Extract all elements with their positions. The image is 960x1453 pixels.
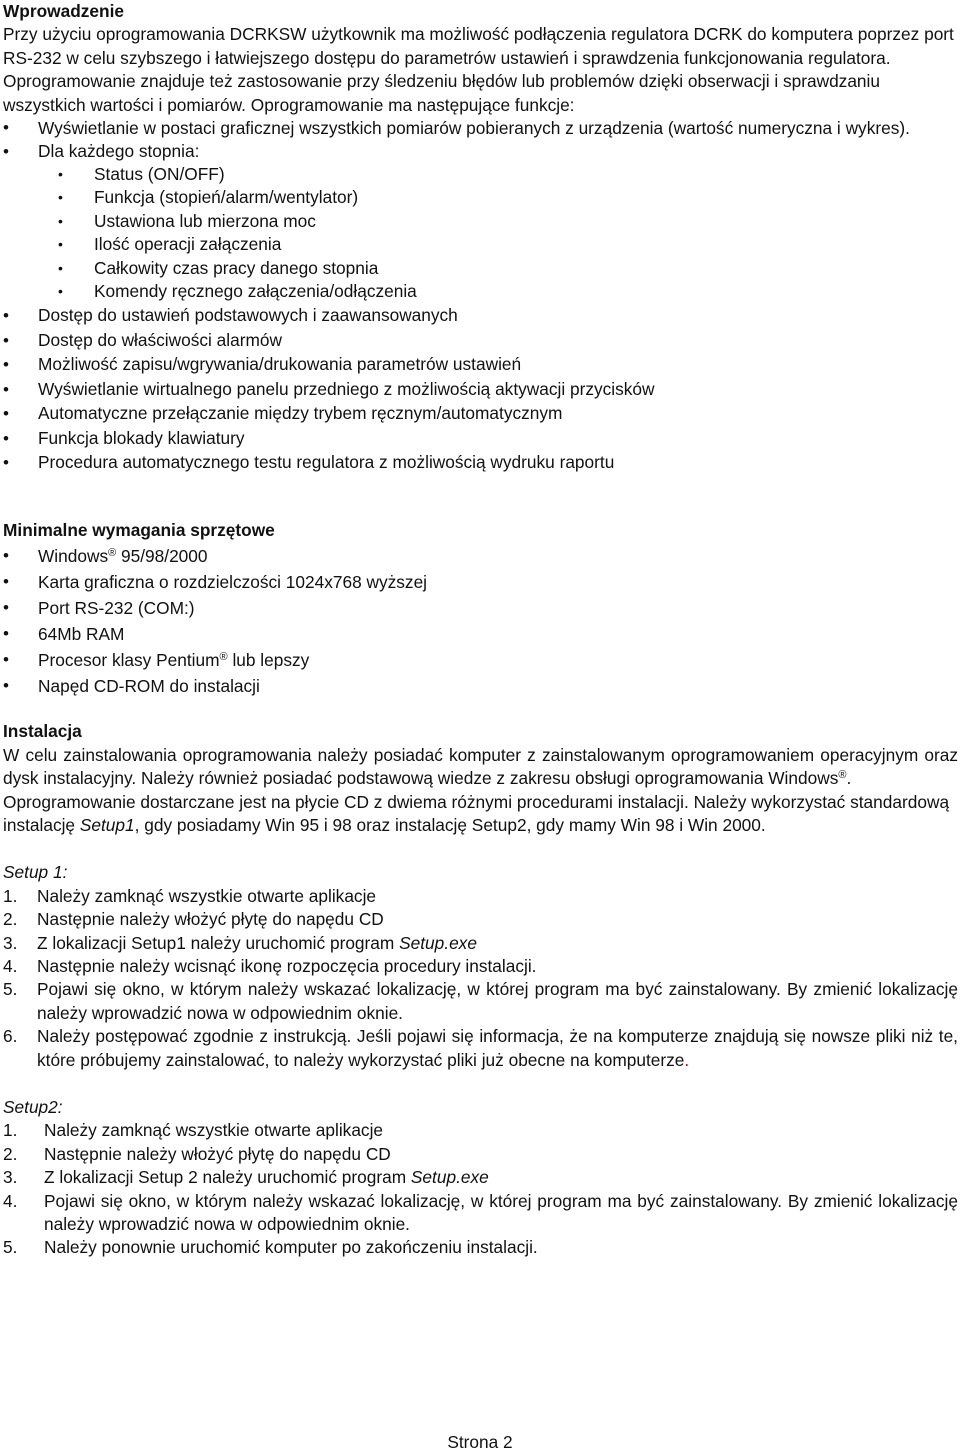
- setup1-steps: [3, 885, 958, 1072]
- feature-item: • Automatyczne przełączanie między trybem ręcznym/automatycznym: [3, 402, 958, 425]
- stage-item: • Status (ON/OFF): [3, 163, 958, 186]
- stage-item: • Ilość operacji załączenia: [3, 233, 958, 256]
- feature-item: • Możliwość zapisu/wgrywania/drukowania parametrów ustawień: [3, 353, 958, 376]
- requirement-item: • Procesor klasy Pentium® lub lepszy: [3, 647, 958, 673]
- feature-item: • Procedura automatycznego testu regulatora z możliwością wydruku raportu: [3, 451, 958, 474]
- stage-item: • Komendy ręcznego załączenia/odłączenia: [3, 280, 958, 303]
- feature-item: • Dostęp do ustawień podstawowych i zaawansowanych: [3, 304, 958, 327]
- setup2-steps: [3, 1119, 958, 1259]
- feature-item: [3, 140, 958, 304]
- setup2-step: 1. Należy zamknąć wszystkie otwarte aplikacje: [3, 1120, 384, 1141]
- stage-item: • Funkcja (stopień/alarm/wentylator): [3, 186, 958, 209]
- install-heading: Instalacja: [3, 721, 82, 742]
- registered-mark: ®: [108, 546, 117, 559]
- feature-item-label: Dla każdego stopnia:: [38, 140, 200, 161]
- document-page: [3, 0, 958, 1260]
- feature-item: • Wyświetlanie w postaci graficznej wszystkich pomiarów pobieranych z urządzenia (wartość numeryczna i wykres).: [3, 117, 958, 140]
- intro-paragraph: Przy użyciu oprogramowania DCRKSW użytkownik ma możliwość podłączenia regulatora DCRK do komputera poprzez port RS-232 w celu szybszego i łatwiejszego dostępu do parametrów ustawień i sprawdzenia funkcjonowania regulatora. Oprogramowanie znajduje też zastosowanie przy śledzeniu błędów lub problemów dzięki obserwacji i sprawdzaniu wszystkich wartości i pomiarów. Oprogramowanie ma następujące funkcje:: [3, 24, 954, 115]
- stage-item: • Ustawiona lub mierzona moc: [3, 210, 958, 233]
- page-number: Strona 2: [447, 1432, 513, 1452]
- requirement-item: • Karta graficzna o rozdzielczości 1024x768 wyższej: [3, 569, 958, 595]
- install-paragraph-2: Oprogramowanie dostarczane jest na płycie CD z dwiema różnymi procedurami instalacji. Należy wykorzystać standardową instalację Setup1, gdy posiadamy Win 95 i 98 oraz instalację Setup2, gdy mamy Win 98 i Win 2000.: [3, 791, 950, 835]
- requirement-item: • Windows® 95/98/2000: [3, 543, 958, 569]
- requirement-item: • 64Mb RAM: [3, 621, 958, 647]
- requirements-list: [3, 543, 958, 700]
- registered-mark: ®: [838, 769, 847, 782]
- setup2-step: 4. Pojawi się okno, w którym należy wskazać lokalizację, w której program ma być zainstalowany. By zmienić lokalizację należy wprowadzić nowa w odpowiednim oknie.: [3, 1190, 958, 1234]
- requirements-heading: Minimalne wymagania sprzętowe: [3, 520, 275, 541]
- page-footer: [0, 1432, 960, 1453]
- registered-mark: ®: [219, 651, 228, 664]
- setup2-step: 3. Z lokalizacji Setup 2 należy uruchomić program Setup.exe: [3, 1167, 489, 1188]
- feature-item: • Wyświetlanie wirtualnego panelu przedniego z możliwością aktywacji przycisków: [3, 378, 958, 401]
- requirement-item: • Port RS-232 (COM:): [3, 595, 958, 621]
- setup2-step: 2. Następnie należy włożyć płytę do napędu CD: [3, 1143, 391, 1164]
- setup1-title: Setup 1:: [3, 862, 68, 883]
- setup1-step: 5. Pojawi się okno, w którym należy wskazać lokalizację, w której program ma być zainstalowany. By zmienić lokalizację należy wprowadzić nowa w odpowiednim oknie.: [3, 979, 958, 1023]
- setup1-step: 4. Następnie należy wcisnąć ikonę rozpoczęcia procedury instalacji.: [3, 955, 537, 976]
- features-list: [3, 117, 958, 474]
- feature-item: • Dostęp do właściwości alarmów: [3, 329, 958, 352]
- stage-item: • Całkowity czas pracy danego stopnia: [3, 257, 958, 280]
- intro-heading: Wprowadzenie: [3, 1, 124, 21]
- setup1-step: 2. Następnie należy włożyć płytę do napędu CD: [3, 909, 384, 930]
- setup2-title: Setup2:: [3, 1096, 63, 1117]
- feature-item: • Funkcja blokady klawiatury: [3, 427, 958, 450]
- install-paragraph-1: W celu zainstalowania oprogramowania należy posiadać komputer z zainstalowanym oprogramowaniem operacyjnym oraz dysk instalacyjny. Należy również posiadać podstawową wiedze z zakresu obsługi oprogramowania Windows®.: [3, 744, 958, 789]
- setup1-step: 6. Należy postępować zgodnie z instrukcją. Jeśli pojawi się informacja, że na komputerze znajdują się nowsze pliki niż te, które próbujemy zainstalować, to należy wykorzystać pliki już obecne na komputerze.: [3, 1026, 958, 1070]
- setup2-step: 5. Należy ponownie uruchomić komputer po zakończeniu instalacji.: [3, 1237, 538, 1258]
- setup1-step: 1. Należy zamknąć wszystkie otwarte aplikacje: [3, 885, 377, 906]
- requirement-item: • Napęd CD-ROM do instalacji: [3, 673, 958, 699]
- stage-items-list: [3, 163, 958, 303]
- setup1-step: 3. Z lokalizacji Setup1 należy uruchomić program Setup.exe: [3, 932, 477, 953]
